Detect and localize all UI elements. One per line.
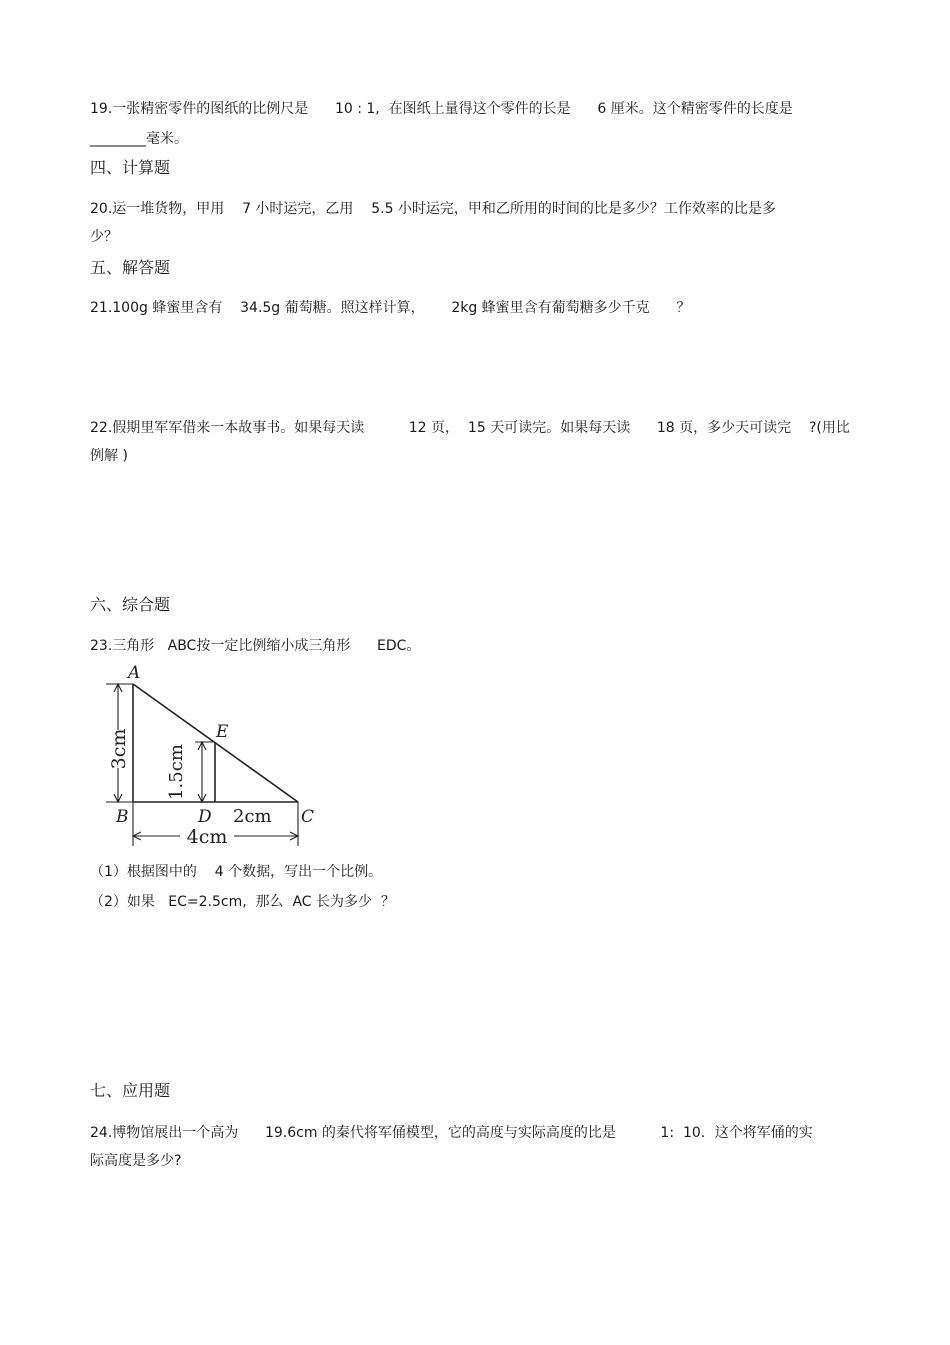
question-19-line-2: ________毫米。: [90, 131, 188, 147]
section-5-title: 五、解答题: [90, 258, 171, 277]
section-4-title: 四、计算题: [90, 158, 171, 177]
question-23-sub-1: （1）根据图中的 4 个数据，写出一个比例。: [90, 864, 383, 880]
vertex-label-d: D: [198, 807, 212, 827]
question-20-line-1: 20.运一堆货物，甲用 7 小时运完，乙用 5.5 小时运完，甲和乙所用的时间的比是多少？工作效率的比是多: [90, 201, 776, 217]
section-6-title: 六、综合题: [90, 595, 171, 614]
question-21-line-1: 21.100g 蜂蜜里含有 34.5g 葡萄糖。照这样计算， 2kg 蜂蜜里含有葡萄糖多少千克 ？: [90, 300, 691, 316]
question-20-line-2: 少？: [90, 229, 118, 245]
question-23-line-1: 23.三角形 ABC按一定比例缩小成三角形 EDC。: [90, 638, 421, 654]
vertex-label-c: C: [301, 807, 315, 827]
triangle-figure: [98, 664, 328, 850]
vertex-label-e: E: [216, 722, 229, 742]
section-7-title: 七、应用题: [90, 1081, 171, 1100]
vertex-label-a: A: [128, 664, 141, 683]
question-23-sub-2: （2）如果 EC=2.5cm, 那么 AC 长为多少 ？: [90, 894, 395, 910]
length-label-1-5cm: 1.5cm: [166, 744, 187, 800]
length-label-3cm: 3cm: [108, 728, 130, 770]
question-22-line-1: 22.假期里军军借来一本故事书。如果每天读 12 页， 15 天可读完。如果每天读 18 页，多少天可读完 ?(用比: [90, 420, 850, 436]
length-label-4cm: 4cm: [186, 826, 228, 848]
length-label-2cm: 2cm: [233, 806, 272, 827]
vertex-label-b: B: [116, 807, 129, 827]
question-24-line-2: 际高度是多少?: [90, 1153, 182, 1169]
question-22-line-2: 例解 ): [90, 448, 128, 464]
question-19-line-1: 19.一张精密零件的图纸的比例尺是 10 : 1, 在图纸上量得这个零件的长是 6 厘米。这个精密零件的长度是: [90, 101, 793, 117]
question-24-line-1: 24.博物馆展出一个高为 19.6cm 的秦代将军俑模型，它的高度与实际高度的比是 1: 10．这个将军俑的实: [90, 1125, 813, 1141]
